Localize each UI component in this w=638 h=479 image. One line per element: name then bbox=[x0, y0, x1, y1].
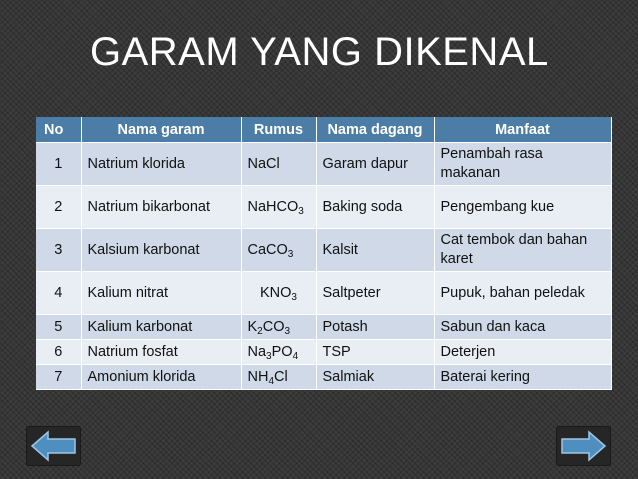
cell-rumus: $Na_3PO_4$ bbox=[241, 340, 316, 365]
table-row bbox=[36, 365, 611, 390]
prev-slide-button[interactable] bbox=[26, 426, 81, 466]
page-title: GARAM YANG DIKENAL bbox=[90, 30, 549, 74]
cell-manfaat: Deterjen bbox=[434, 340, 611, 365]
table-row bbox=[36, 340, 611, 365]
cell-nama-dagang: Garam dapur bbox=[316, 143, 434, 186]
cell-manfaat: Pengembang kue bbox=[434, 186, 611, 229]
cell-nama-garam: Natrium klorida bbox=[81, 143, 241, 186]
salts-table bbox=[36, 117, 612, 390]
table-row bbox=[36, 229, 611, 272]
cell-nama-garam: Kalsium karbonat bbox=[81, 229, 241, 272]
header-manfaat: Manfaat bbox=[434, 117, 611, 143]
cell-no: 2 bbox=[36, 186, 81, 229]
cell-manfaat: Cat tembok dan bahan karet bbox=[434, 229, 611, 272]
cell-no: 6 bbox=[36, 340, 81, 365]
table-row bbox=[36, 186, 611, 229]
header-no: No bbox=[36, 117, 81, 143]
cell-nama-dagang: Baking soda bbox=[316, 186, 434, 229]
cell-manfaat: Pupuk, bahan peledak bbox=[434, 272, 611, 315]
table-header-row bbox=[36, 117, 611, 143]
cell-rumus: $NH_4Cl$ bbox=[241, 365, 316, 390]
cell-nama-garam: Kalium karbonat bbox=[81, 315, 241, 340]
cell-nama-dagang: Kalsit bbox=[316, 229, 434, 272]
cell-nama-garam: Natrium bikarbonat bbox=[81, 186, 241, 229]
cell-no: 1 bbox=[36, 143, 81, 186]
table-row bbox=[36, 143, 611, 186]
cell-manfaat: Penambah rasa makanan bbox=[434, 143, 611, 186]
table-row bbox=[36, 272, 611, 315]
cell-nama-garam: Kalium nitrat bbox=[81, 272, 241, 315]
cell-nama-dagang: Salmiak bbox=[316, 365, 434, 390]
arrow-right-icon bbox=[556, 426, 611, 466]
cell-nama-dagang: TSP bbox=[316, 340, 434, 365]
cell-rumus: NaHCO$_3$ bbox=[241, 186, 316, 229]
cell-manfaat: Baterai kering bbox=[434, 365, 611, 390]
arrow-left-icon bbox=[26, 426, 81, 466]
header-nama-dagang: Nama dagang bbox=[316, 117, 434, 143]
header-rumus: Rumus bbox=[241, 117, 316, 143]
next-slide-button[interactable] bbox=[556, 426, 611, 466]
cell-manfaat: Sabun dan kaca bbox=[434, 315, 611, 340]
cell-rumus: $KNO_3$ bbox=[241, 272, 316, 315]
table-row bbox=[36, 315, 611, 340]
cell-no: 5 bbox=[36, 315, 81, 340]
cell-nama-dagang: Saltpeter bbox=[316, 272, 434, 315]
cell-nama-dagang: Potash bbox=[316, 315, 434, 340]
cell-rumus: CaCO$_3$ bbox=[241, 229, 316, 272]
cell-nama-garam: Natrium fosfat bbox=[81, 340, 241, 365]
cell-no: 7 bbox=[36, 365, 81, 390]
header-nama-garam: Nama garam bbox=[81, 117, 241, 143]
cell-no: 4 bbox=[36, 272, 81, 315]
cell-rumus: NaCl bbox=[241, 143, 316, 186]
cell-no: 3 bbox=[36, 229, 81, 272]
cell-rumus: $K_2CO_3$ bbox=[241, 315, 316, 340]
cell-nama-garam: Amonium klorida bbox=[81, 365, 241, 390]
